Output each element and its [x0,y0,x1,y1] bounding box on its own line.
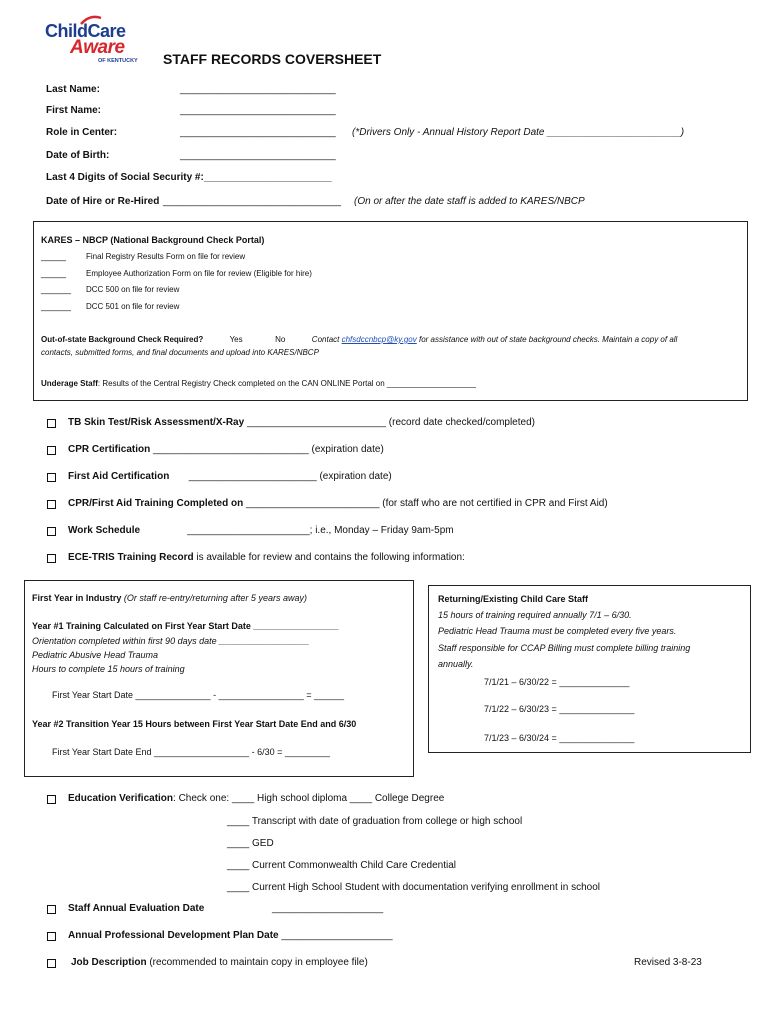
cpr-training-line: CPR/First Aid Training Completed on ________________________ (for staff who are not certified in CPR and First Aid) [68,498,608,509]
kares-heading: KARES – NBCP (National Background Check Portal) [41,235,265,245]
job-description-checkbox[interactable] [47,959,56,968]
oos-no-option[interactable]: No [275,335,286,344]
out-of-state-line: Out-of-state Background Check Required? Yes No Contact chfsdccnbcp@ky.gov for assistance with out of state background checks. Maintain a copy of all [41,335,678,344]
returning-line-2: Pediatric Head Trauma must be completed every five years. [438,626,677,636]
logo-line-1: ChildCare [45,21,126,41]
evaluation-checkbox[interactable] [47,905,56,914]
hire-date-field[interactable]: ________________________________ [163,196,341,207]
kares-item-2-text: Employee Authorization Form on file for review (Eligible for hire) [86,269,312,278]
pdp-field[interactable]: ____________________ [278,930,393,941]
ece-tris-checkbox[interactable] [47,554,56,563]
logo-line-3: OF KENTUCKY [98,58,138,64]
year-2-line: Year #2 Transition Year 15 Hours between First Year Start Date End and 6/30 [32,719,357,729]
education-option-transcript[interactable]: ____ Transcript with date of graduation from college or high school [227,816,523,827]
dob-field[interactable]: ____________________________ [180,150,336,161]
out-of-state-line-2: contacts, submitted forms, and final documents and upload into KARES/NBCP [41,348,319,357]
hours-line: Hours to complete 15 hours of training [32,664,185,674]
tb-test-line: TB Skin Test/Risk Assessment/X-Ray _________________________ (record date checked/completed) [68,417,535,428]
kares-item-1-text: Final Registry Results Form on file for review [86,252,246,261]
education-option-credential[interactable]: ____ Current Commonwealth Child Care Credential [227,860,456,871]
pdp-line: Annual Professional Development Plan Date ____________________ [68,930,393,941]
orientation-line: Orientation completed within first 90 days date __________________ [32,636,310,646]
kares-item-1-blank[interactable]: _____ [41,251,67,261]
kares-item-2-blank[interactable]: _____ [41,268,67,278]
education-option-student[interactable]: ____ Current High School Student with documentation verifying enrollment in school [227,882,600,893]
first-aid-checkbox[interactable] [47,473,56,482]
ece-tris-line: ECE-TRIS Training Record is available for review and contains the following information: [68,552,465,563]
dob-label: Date of Birth: [46,150,110,161]
evaluation-label: Staff Annual Evaluation Date [68,903,205,914]
education-checkbox[interactable] [47,795,56,804]
drivers-note: (*Drivers Only - Annual History Report Date ________________________) [352,127,685,138]
nbcp-email-link[interactable]: chfsdccnbcp@ky.gov [341,335,417,344]
education-line: Education Verification: Check one: ____ High school diploma ____ College Degree [68,793,445,804]
cpr-line: CPR Certification ____________________________ (expiration date) [68,444,384,455]
period-2023-24: 7/1/23 – 6/30/24 = _______________ [484,733,635,743]
cpr-training-checkbox[interactable] [47,500,56,509]
cpr-checkbox[interactable] [47,446,56,455]
first-year-end-calc: First Year Start Date End ___________________ - 6/30 = _________ [52,747,330,757]
kares-item-4-text: DCC 501 on file for review [86,302,180,311]
tb-test-checkbox[interactable] [47,419,56,428]
kares-item-3-text: DCC 500 on file for review [86,285,180,294]
returning-staff-section [428,585,751,753]
pediatric-line: Pediatric Abusive Head Trauma [32,650,159,660]
oos-yes-option[interactable]: Yes [229,335,243,344]
role-label: Role in Center: [46,127,118,138]
kares-item-3-blank[interactable]: ______ [41,284,72,294]
role-field[interactable]: ____________________________ [180,127,336,138]
first-name-field[interactable]: ____________________________ [180,105,336,116]
work-schedule-line: Work Schedule ______________________; i.e., Monday – Friday 9am-5pm [68,525,454,536]
pdp-checkbox[interactable] [47,932,56,941]
first-year-heading: First Year in Industry (Or staff re-entry/returning after 5 years away) [32,593,307,603]
evaluation-field[interactable]: ____________________ [272,903,384,914]
job-description-line: Job Description (recommended to maintain copy in employee file) [71,957,368,968]
kares-section [33,221,748,401]
hire-date-label: Date of Hire or Re-Hired [46,196,160,207]
first-year-start-calc: First Year Start Date _______________ - _________________ = ______ [52,690,344,700]
education-option-ged[interactable]: ____ GED [227,838,274,849]
hire-date-note: (On or after the date staff is added to KARES/NBCP [354,196,585,207]
first-name-label: First Name: [46,105,102,116]
logo-line-2: Aware [70,37,125,58]
kares-item-4-blank[interactable]: ______ [41,301,72,311]
page-title: STAFF RECORDS COVERSHEET [163,51,382,67]
last-name-label: Last Name: [46,84,100,95]
returning-line-3: Staff responsible for CCAP Billing must complete billing training [438,643,691,653]
first-year-section [24,580,414,777]
period-2022-23: 7/1/22 – 6/30/23 = _______________ [484,704,635,714]
ssn-field[interactable]: Last 4 Digits of Social Security #:_______________________ [46,172,332,183]
first-aid-line: First Aid Certification _______________________ (expiration date) [68,471,392,482]
underage-staff-line: Underage Staff: Results of the Central Registry Check completed on the CAN ONLINE Portal on ____________________ [41,379,476,388]
logo-swoosh-icon [80,14,102,26]
returning-heading: Returning/Existing Child Care Staff [438,594,589,604]
revised-date: Revised 3-8-23 [634,957,702,968]
year-1-line: Year #1 Training Calculated on First Year Start Date _________________ [32,621,339,631]
returning-line-1: 15 hours of training required annually 7/1 – 6/30. [438,610,632,620]
period-2021-22: 7/1/21 – 6/30/22 = ______________ [484,677,630,687]
returning-line-4: annually. [438,659,474,669]
work-schedule-checkbox[interactable] [47,527,56,536]
last-name-field[interactable]: ____________________________ [180,84,336,95]
